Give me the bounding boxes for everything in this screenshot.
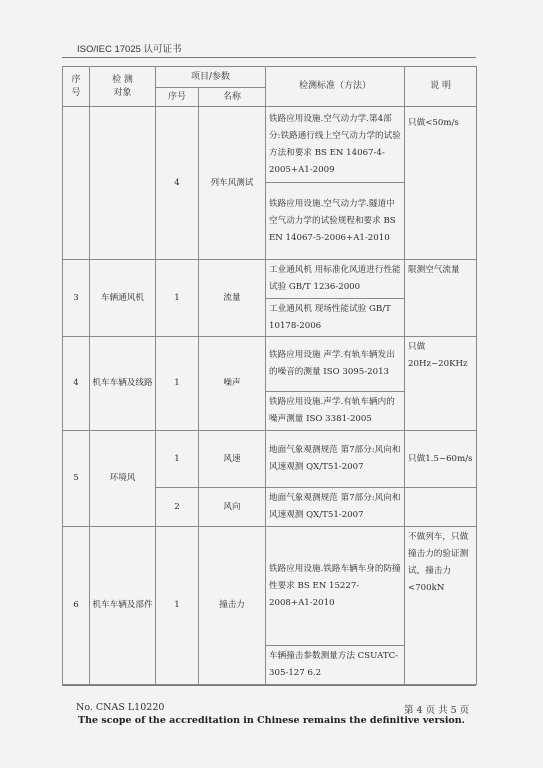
seq-cell: 4	[63, 337, 90, 431]
note-cell: 限测空气流量	[405, 260, 477, 337]
col-header-note: 说 明	[405, 67, 477, 107]
footer-note: The scope of the accreditation in Chinese remains the definitive version.	[78, 715, 465, 726]
note-cell: 只做<50m/s	[405, 107, 477, 260]
table-row	[63, 337, 477, 392]
standard-cell: 铁路应用设施.铁路车辆车身的防撞性要求 BS EN 15227-2008+A1-2010	[266, 527, 405, 646]
standard-cell: 地面气象观测规范 第7部分:风向和风速观测 QX/T51-2007	[266, 488, 405, 527]
table-row	[63, 107, 477, 183]
seq-cell: 5	[63, 431, 90, 527]
note-cell: 只做1.5~60m/s	[405, 431, 477, 488]
item-no-cell: 1	[156, 527, 199, 685]
standard-cell: 工业通风机 用标准化风道进行性能试验 GB/T 1236-2000	[266, 260, 405, 299]
table-row	[63, 431, 477, 488]
seq-cell	[63, 107, 90, 260]
certificate-number: No. CNAS L10220	[76, 702, 165, 713]
item-name-cell: 撞击力	[199, 527, 266, 685]
footer-rule	[62, 685, 476, 686]
note-cell: 不做列车，只做撞击力的验证测试，撞击力<700kN	[405, 527, 477, 685]
table-row	[63, 527, 477, 646]
header-rule	[62, 57, 476, 58]
col-header-name: 名称	[199, 88, 266, 107]
item-name-cell: 流量	[199, 260, 266, 337]
standard-cell: 铁路应用设施.空气动力学.隧道中空气动力学的试验规程和要求 BS EN 14067-5-2006+A1-2010	[266, 183, 405, 260]
item-no-cell: 1	[156, 260, 199, 337]
note-cell	[405, 488, 477, 527]
object-cell	[90, 107, 156, 260]
standard-cell: 铁路应用设施 声学.有轨车辆发出的噪音的测量 ISO 3095-2013	[266, 337, 405, 392]
standard-cell: 铁路应用设施.声学.有轨车辆内的噪声测量 ISO 3381-2005	[266, 392, 405, 431]
scope-table	[62, 66, 477, 685]
page-indicator: 第 4 页 共 5 页	[404, 705, 470, 716]
col-header-sub-seq: 序号	[156, 88, 199, 107]
item-no-cell: 1	[156, 431, 199, 488]
note-cell: 只做20Hz~20KHz	[405, 337, 477, 431]
col-header-standard: 检测标准（方法）	[266, 67, 405, 107]
item-name-cell: 列车风测试	[199, 107, 266, 260]
object-cell: 车辆通风机	[90, 260, 156, 337]
standard-cell: 地面气象观测规范 第7部分:风向和风速观测 QX/T51-2007	[266, 431, 405, 488]
item-name-cell: 风向	[199, 488, 266, 527]
item-no-cell: 2	[156, 488, 199, 527]
page-header-title: ISO/IEC 17025 认可证书	[77, 44, 182, 55]
item-no-cell: 1	[156, 337, 199, 431]
seq-cell: 6	[63, 527, 90, 685]
item-name-cell: 噪声	[199, 337, 266, 431]
object-cell: 环境风	[90, 431, 156, 527]
standard-cell: 工业通风机 现场性能试验 GB/T 10178-2006	[266, 299, 405, 337]
object-cell: 机车车辆及线路	[90, 337, 156, 431]
table-row	[63, 260, 477, 299]
col-header-seq: 序 号	[63, 67, 90, 107]
col-header-item-param: 项目/参数	[156, 67, 266, 88]
item-name-cell: 风速	[199, 431, 266, 488]
seq-cell: 3	[63, 260, 90, 337]
standard-cell: 车辆撞击参数测量方法 CSUATC-305-127 6.2	[266, 646, 405, 685]
item-no-cell: 4	[156, 107, 199, 260]
standard-cell: 铁路应用设施.空气动力学.第4部分:铁路通行线上空气动力学的试验方法和要求 BS EN 14067-4-2005+A1-2009	[266, 107, 405, 183]
col-header-object: 检 测 对象	[90, 67, 156, 107]
object-cell: 机车车辆及部件	[90, 527, 156, 685]
